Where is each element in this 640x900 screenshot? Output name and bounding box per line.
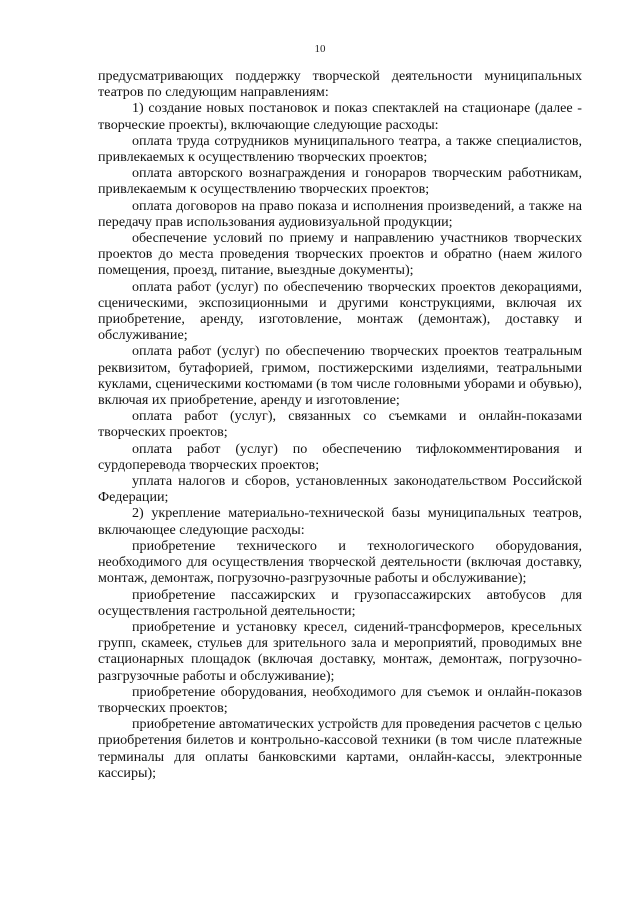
paragraph: оплата авторского вознаграждения и гонораров творческим работникам, привлекаемым к осуществлению творческих проектов; xyxy=(98,165,582,198)
paragraph: приобретение автоматических устройств для проведения расчетов с целью приобретения билетов и контрольно-кассовой техники (в том числе платежные терминалы для оплаты банковскими картами, онлайн-кассы, электронные кассиры); xyxy=(98,716,582,781)
paragraph: оплата договоров на право показа и исполнения произведений, а также на передачу прав использования аудиовизуальной продукции; xyxy=(98,197,582,230)
document-body xyxy=(98,68,582,781)
paragraph: оплата работ (услуг), связанных со съемками и онлайн-показами творческих проектов; xyxy=(98,408,582,441)
paragraph: приобретение пассажирских и грузопассажирских автобусов для осуществления гастрольной деятельности; xyxy=(98,586,582,619)
paragraph: предусматривающих поддержку творческой деятельности муниципальных театров по следующим направлениям: xyxy=(98,68,582,101)
paragraph: оплата работ (услуг) по обеспечению творческих проектов театральным реквизитом, бутафорией, гримом, постижерскими изделиями, театральными куклами, сценическими костюмами (в том числе головными уборами и обувью), включая их приобретение, аренду и изготовление; xyxy=(98,343,582,409)
paragraph: оплата труда сотрудников муниципального театра, а также специалистов, привлекаемых к осуществлению творческих проектов; xyxy=(98,132,582,166)
paragraph: 2) укрепление материально-технической базы муниципальных театров, включающее следующие расходы: xyxy=(98,505,582,538)
paragraph: 1) создание новых постановок и показ спектаклей на стационаре (далее - творческие проекты), включающие следующие расходы: xyxy=(98,100,582,133)
paragraph: приобретение оборудования, необходимого для съемок и онлайн-показов творческих проектов; xyxy=(98,683,582,716)
paragraph: приобретение и установку кресел, сидений-трансформеров, кресельных групп, скамеек, стульев для зрительного зала и мероприятий, проводимых вне стационарных площадок (включая доставку, монтаж, демонтаж, погрузочно-разгрузочные работы и обслуживание); xyxy=(98,618,582,684)
paragraph: оплата работ (услуг) по обеспечению творческих проектов декорациями, сценическими, экспозиционными и другими конструкциями, включая их приобретение, аренду, изготовление, монтаж (демонтаж), доставку и обслуживание; xyxy=(98,278,582,344)
page-number: 10 xyxy=(314,43,326,55)
paragraph: обеспечение условий по приему и направлению участников творческих проектов до места проведения творческих проектов и обратно (наем жилого помещения, проезд, питание, выездные документы); xyxy=(98,230,582,279)
paragraph: уплата налогов и сборов, установленных законодательством Российской Федерации; xyxy=(98,473,582,506)
paragraph: оплата работ (услуг) по обеспечению тифлокомментирования и сурдоперевода творческих проектов; xyxy=(98,440,582,473)
paragraph: приобретение технического и технологического оборудования, необходимого для осуществления творческой деятельности (включая доставку, монтаж, демонтаж, погрузочно-разгрузочные работы и обслуживание); xyxy=(98,537,582,587)
